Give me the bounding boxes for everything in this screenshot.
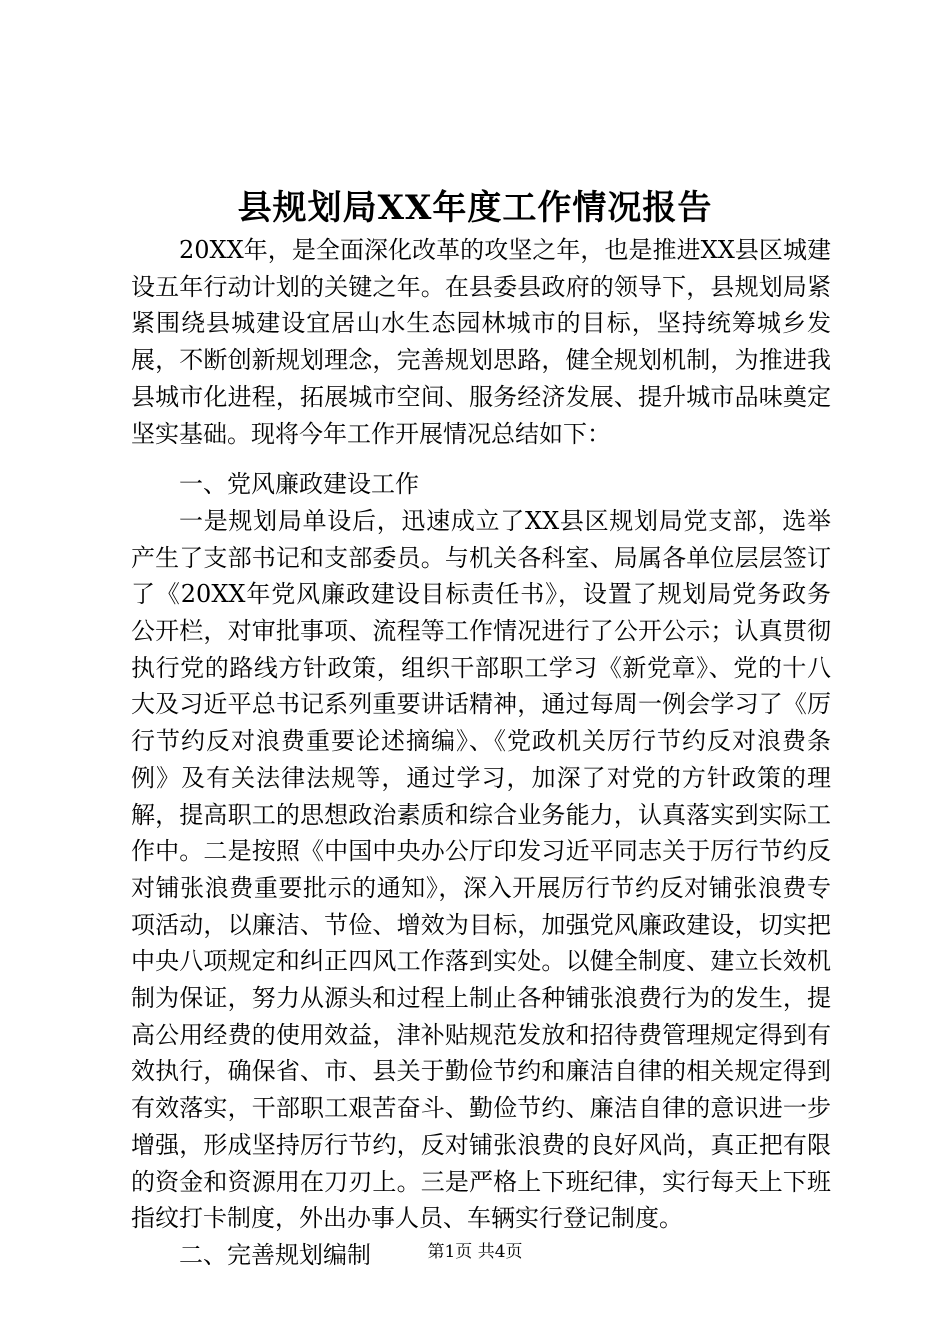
document-body [131,232,831,1274]
intro-paragraph: 20XX年，是全面深化改革的攻坚之年，也是推进XX县区城建设五年行动计划的关键之年。在县委县政府的领导下，县规划局紧紧围绕县城建设宜居山水生态园林城市的目标，坚持统筹城乡发展，不断创新规划理念，完善规划思路，健全规划机制，为推进我县城市化进程，拓展城市空间、服务经济发展、提升城市品味奠定坚实基础。现将今年工作开展情况总结如下： [131,236,831,448]
section-1-paragraph: 一是规划局单设后，迅速成立了XX县区规划局党支部，选举产生了支部书记和支部委员。与机关各科室、局属各单位层层签订了《20XX年党风廉政建设目标责任书》，设置了规划局党务政务公开栏，对审批事项、流程等工作情况进行了公开公示；认真贯彻执行党的路线方针政策，组织干部职工学习《新党章》、党的十八大及习近平总书记系列重要讲话精神，通过每周一例会学习了《厉行节约反对浪费重要论述摘编》、《党政机关厉行节约反对浪费条例》及有关法律法规等，通过学习，加深了对党的方针政策的理解，提高职工的思想政治素质和综合业务能力，认真落实到实际工作中。二是按照《中国中央办公厅印发习近平同志关于厉行节约反对铺张浪费重要批示的通知》，深入开展厉行节约反对铺张浪费专项活动，以廉洁、节俭、增效为目标，加强党风廉政建设，切实把中央八项规定和纠正四风工作落到实处。以健全制度、建立长效机制为保证，努力从源头和过程上制止各种铺张浪费行为的发生，提高公用经费的使用效益，津补贴规范发放和招待费管理规定得到有效执行，确保省、市、县关于勤俭节约和廉洁自律的相关规定得到有效落实，干部职工艰苦奋斗、勤俭节约、廉洁自律的意识进一步增强，形成坚持厉行节约，反对铺张浪费的良好风尚，真正把有限的资金和资源用在刀刃上。三是严格上下班纪律，实行每天上下班指纹打卡制度，外出办事人员、车辆实行登记制度。 [131,506,831,1233]
section-heading-1: 一、党风廉政建设工作 [179,470,419,499]
document-title: 县规划局XX年度工作情况报告 [237,188,713,228]
page-footer: 第1页 共4页 [427,1242,523,1262]
section-heading-2: 二、完善规划编制 [179,1240,371,1269]
